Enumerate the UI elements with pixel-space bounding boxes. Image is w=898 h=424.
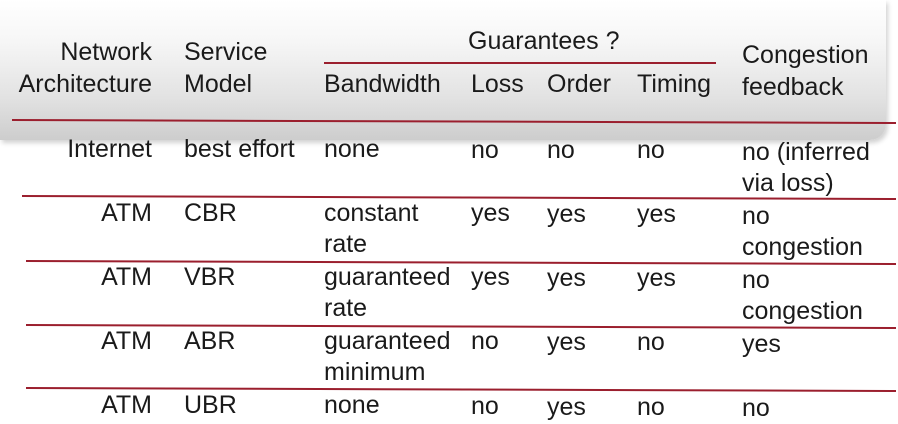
row2-bandwidth-line1: constant (324, 199, 419, 227)
row2-bandwidth-line2: rate (324, 230, 368, 258)
row2-service: CBR (184, 199, 237, 227)
row3-order: yes (547, 264, 586, 292)
header-congestion-feedback-line2: feedback (742, 73, 844, 101)
row3-congestion-line2: congestion (742, 297, 863, 325)
row1-bandwidth: none (324, 135, 380, 163)
row2-congestion-line2: congestion (742, 233, 863, 261)
row5-bandwidth: none (324, 391, 380, 419)
row5-service: UBR (184, 391, 237, 419)
header-service-model-line2: Model (184, 70, 253, 98)
row4-loss: no (471, 327, 499, 355)
row5-timing: no (637, 393, 665, 421)
row5-order: yes (547, 393, 586, 421)
rule-row4 (26, 388, 896, 391)
header-congestion-feedback-line1: Congestion (742, 41, 869, 69)
row5-congestion-line1: no (742, 394, 770, 422)
row4-service: ABR (184, 327, 236, 355)
row2-network: ATM (101, 199, 152, 227)
row5-network: ATM (101, 391, 152, 419)
row1-network: Internet (67, 135, 152, 163)
row1-service: best effort (184, 135, 295, 163)
row1-order: no (547, 136, 575, 164)
header-timing: Timing (637, 70, 712, 98)
row5-loss: no (471, 392, 499, 420)
header-guarantees: Guarantees ? (468, 27, 620, 55)
row3-timing: yes (637, 264, 676, 292)
row3-bandwidth-line1: guaranteed (324, 263, 451, 291)
row1-congestion-line1: no (inferred (742, 138, 870, 166)
row2-congestion-line1: no (742, 202, 770, 230)
row3-loss: yes (471, 263, 510, 291)
header-service-model-line1: Service (184, 38, 268, 66)
row4-order: yes (547, 328, 586, 356)
row1-congestion-line2: via loss) (742, 169, 834, 197)
row4-bandwidth-line2: minimum (324, 358, 426, 386)
header-loss: Loss (471, 70, 524, 98)
row2-timing: yes (637, 200, 676, 228)
header-network-architecture-line1: Network (60, 38, 152, 66)
header-network-architecture-line2: Architecture (18, 70, 152, 98)
row1-timing: no (637, 136, 665, 164)
row2-order: yes (547, 200, 586, 228)
row3-congestion-line1: no (742, 266, 770, 294)
row3-service: VBR (184, 263, 236, 291)
row4-timing: no (637, 328, 665, 356)
row4-network: ATM (101, 327, 152, 355)
header-order: Order (547, 70, 611, 98)
row4-congestion-line1: yes (742, 330, 781, 358)
row3-bandwidth-line2: rate (324, 294, 368, 322)
rule-header (12, 120, 896, 123)
row2-loss: yes (471, 199, 510, 227)
row3-network: ATM (101, 263, 152, 291)
row4-bandwidth-line1: guaranteed (324, 327, 451, 355)
row1-loss: no (471, 136, 499, 164)
header-bandwidth: Bandwidth (324, 70, 441, 98)
